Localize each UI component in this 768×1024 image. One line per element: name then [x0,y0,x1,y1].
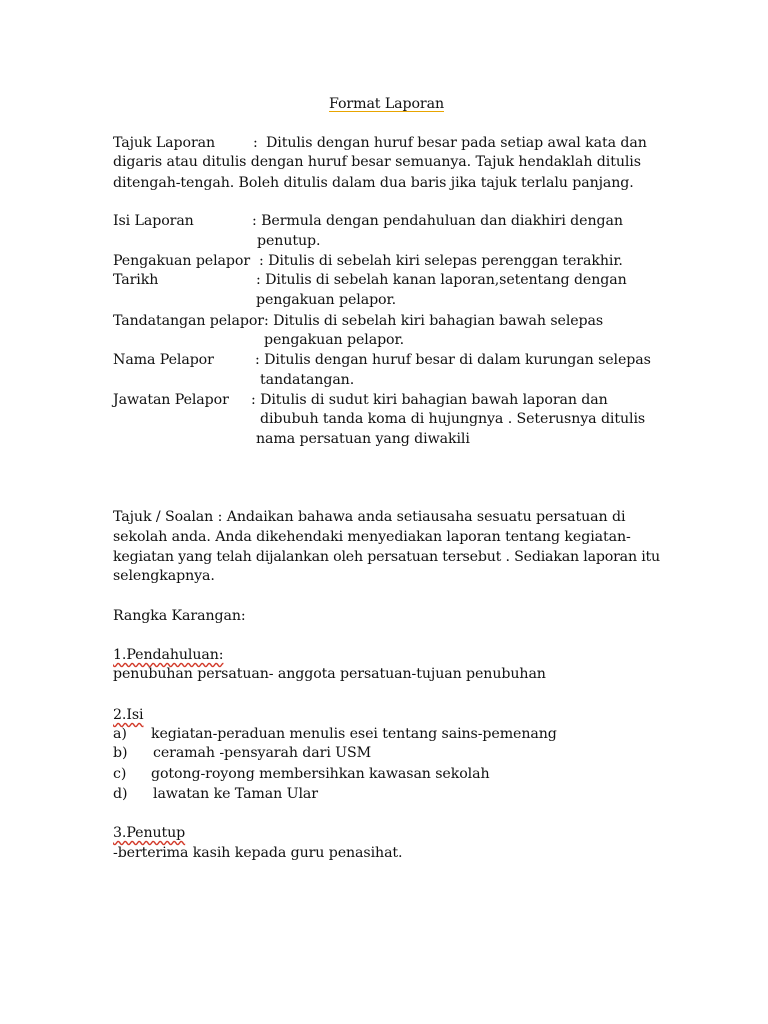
jawatan-text-3: nama persatuan yang diwakili [256,431,470,447]
jawatan-text-2: dibubuh tanda koma di hujungnya . Seterusnya ditulis [260,411,646,427]
tajuk-text-2: digaris atau ditulis dengan huruf besar semuanya. Tajuk hendaklah ditulis [113,154,641,170]
tajuk-text-3: ditengah-tengah. Boleh ditulis dalam dua baris jika tajuk terlalu panjang. [113,175,634,191]
pendahuluan-text: penubuhan persatuan- anggota persatuan-tujuan penubuhan [113,666,546,682]
isi-item-d-text: lawatan ke Taman Ular [153,786,318,802]
pendahuluan-heading: 1.Pendahuluan: [113,647,224,663]
isi-item-c-marker: c) [113,766,127,782]
rangka-heading: Rangka Karangan: [113,608,246,624]
nama-text-1: : Ditulis dengan huruf besar di dalam kurungan selepas [255,352,651,368]
soalan-line-3: kegiatan yang telah dijalankan oleh persatuan tersebut . Sediakan laporan itu [113,549,660,565]
nama-label: Nama Pelapor [113,352,214,368]
tandatangan-text-2: pengakuan pelapor. [264,332,405,348]
tajuk-sep: : [253,135,258,151]
tandatangan-text-1: : Ditulis di sebelah kiri bahagian bawah selepas [264,313,604,329]
tajuk-text-1: Ditulis dengan huruf besar pada setiap awal kata dan [266,135,647,151]
tajuk-label: Tajuk Laporan [113,135,216,151]
isi-laporan-label: Isi Laporan [113,213,194,229]
penutup-heading: 3.Penutup [113,825,186,841]
soalan-line-4: selengkapnya. [113,568,215,584]
isi-laporan-text-1: : Bermula dengan pendahuluan dan diakhiri dengan [252,213,623,229]
pengakuan-text-1: : Ditulis di sebelah kiri selepas perenggan terakhir. [259,253,623,269]
jawatan-label: Jawatan Pelapor [113,392,229,408]
isi-heading: 2.Isi [113,707,144,723]
nama-text-2: tandatangan. [260,372,355,388]
pengakuan-label: Pengakuan pelapor [113,253,251,269]
isi-item-a-text: kegiatan-peraduan menulis esei tentang sains-pemenang [151,726,557,742]
isi-item-b-marker: b) [113,745,128,761]
penutup-text: -berterima kasih kepada guru penasihat. [113,845,403,861]
soalan-line-2: sekolah anda. Anda dikehendaki menyediakan laporan tentang kegiatan- [113,529,631,545]
soalan-line-1: Tajuk / Soalan : Andaikan bahawa anda setiausaha sesuatu persatuan di [113,509,626,525]
tandatangan-label: Tandatangan pelapor [113,313,264,329]
isi-item-c-text: gotong-royong membersihkan kawasan sekolah [151,766,490,782]
isi-item-b-text: ceramah -pensyarah dari USM [153,745,372,761]
isi-item-d-marker: d) [113,786,128,802]
isi-item-a-marker: a) [113,726,127,742]
tarikh-text-1: : Ditulis di sebelah kanan laporan,setentang dengan [256,272,627,288]
document-title: Format Laporan [329,96,444,112]
jawatan-text-1: : Ditulis di sudut kiri bahagian bawah laporan dan [251,392,608,408]
tarikh-label: Tarikh [113,272,159,288]
tarikh-text-2: pengakuan pelapor. [256,292,397,308]
isi-laporan-text-2: penutup. [257,233,321,249]
